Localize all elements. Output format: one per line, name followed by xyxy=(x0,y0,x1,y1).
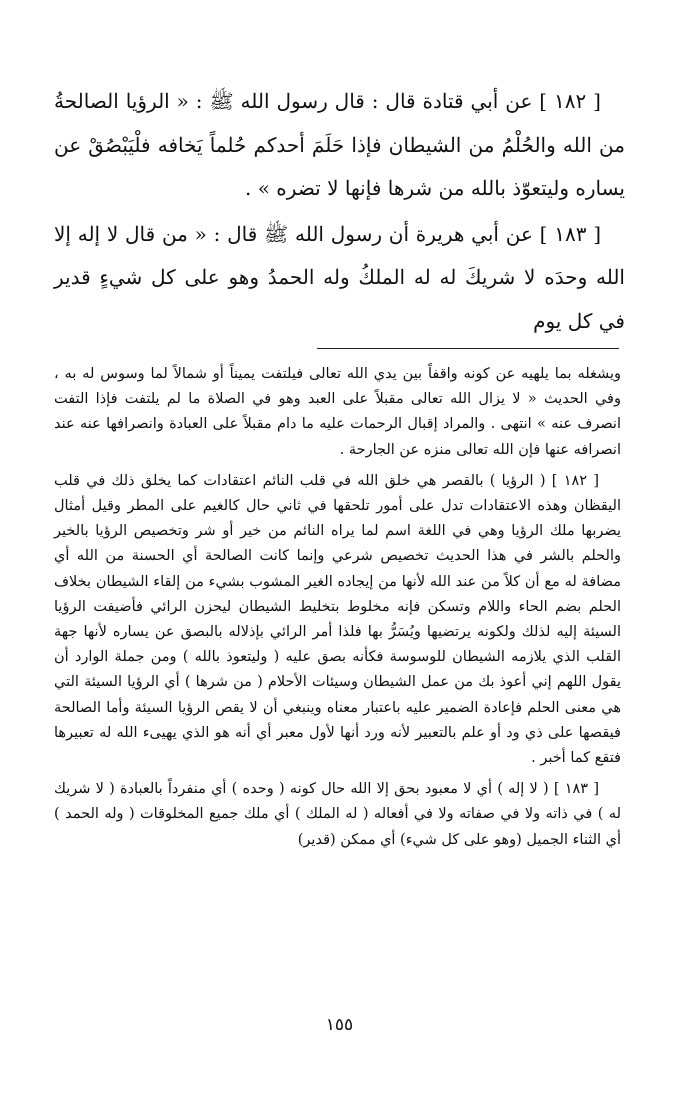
footnote-continuation: ويشغله بما يلهيه عن كونه واقفاً بين يدي الله تعالى فيلتفت يميناً أو شمالاً لما وسوس له به ، وفي الحديث « لا يزال الله تعالى مقبلاً على العبد وهو في الصلاة ما لم يلتفت فإذا التفت انصرف عنه » انتهى . والمراد إقبال الرحمات عليه ما دام مقبلاً على العبادة وانصرافها عنه عند انصرافه عنها فإن الله تعالى منزه عن الجارحة . xyxy=(54,366,621,458)
hadith-182: [ ١٨٢ ] عن أبي قتادة قال : قال رسول الله ﷺ : « الرؤيا الصالحةُ من الله والحُلْمُ من الشيطان فإذا حَلَمَ أحدكم حُلماً يَخافه فلْيَبْصُقْ عن يساره وليتعوّذ بالله من شرها فإنها لا تضره » . xyxy=(54,89,625,200)
page-number: ١٥٥ xyxy=(325,1015,354,1035)
footnotes-section xyxy=(54,362,621,853)
footnote-182: [ ١٨٢ ] ( الرؤيا ) بالقصر هي خلق الله في قلب النائم اعتقادات كما يخلق ذلك في قلب اليقظان وهذه الاعتقادات تدل على أمور تلحقها في ثاني حال كالغيم على المطر وقيل أمثال يضربها ملك الرؤيا وهي في اللغة اسم لما يراه النائم من خير أو شر وتخصيص الرؤيا بالخير والحلم بالشر في هذا الحديث تخصيص شرعي وإنما كانت الصالحة أي الحسنة من الله أي مضافة له مع أن كلاً من عند الله لأنها من إيجاده الغير المشوب بشيء من إلقاء الشيطان بخلاف الحلم بضم الحاء واللام وتسكن فإنه مخلوط بتخليط الشيطان ليحزن الرائي فأضيفت الرؤيا السيئة إليه لذلك ولكونه يرتضيها ويُسَرُّ بها فلذا أمر الرائي بإذلاله بالبصق عن يساره لأنها جهة القلب الذي يلازمه الشيطان للوسوسة فكأنه بصق عليه ( وليتعوذ بالله ) ومن جملة الوارد أن يقول اللهم إني أعوذ بك من عمل الشيطان وسيئات الأحلام ( من شرها ) أي الرؤيا السيئة التي هي معنى الحلم فإعادة الضمير عليه باعتبار معناه وينبغي أن لا يقص الرؤيا السيئة وأما الصالحة فيقصها على ذي ود أو علم بالتعبير لأنه ورد أنها لأول معبر أي أنه هو الذي يهيىء الله له تعبيرها فتقع كما أخبر . xyxy=(54,472,621,767)
hadith-text xyxy=(54,80,625,343)
footnote-divider xyxy=(317,348,619,349)
hadith-183: [ ١٨٣ ] عن أبي هريرة أن رسول الله ﷺ قال : « من قال لا إله إلا الله وحدَه لا شريكَ له له الملكُ وله الحمدُ وهو على كل شيءٍ قدير في كل يوم xyxy=(54,221,625,333)
footnote-183: [ ١٨٣ ] ( لا إله ) أي لا معبود بحق إلا الله حال كونه ( وحده ) أي منفرداً بالعبادة ( لا شريك له ) في ذاته ولا في صفاته ولا في أفعاله ( له الملك ) أي ملك جميع المخلوقات ( وله الحمد ) أي الثناء الجميل (وهو على كل شيء) أي ممكن (قدير) xyxy=(54,781,621,848)
